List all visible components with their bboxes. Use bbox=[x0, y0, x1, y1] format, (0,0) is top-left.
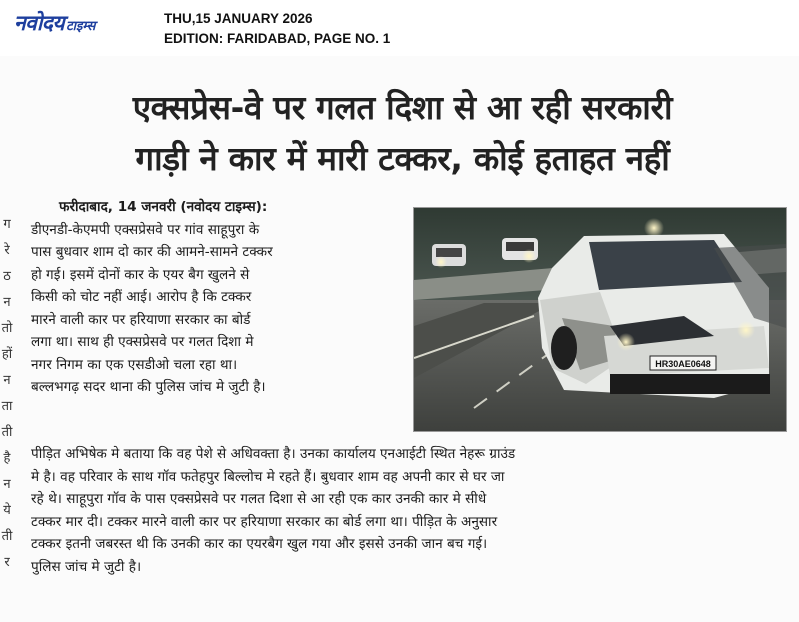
adjacent-column-fragment bbox=[0, 212, 14, 576]
margin-char: हों bbox=[1, 347, 13, 362]
headline-line-1: एक्सप्रेस-वे पर गलत दिशा से आ रही सरकारी bbox=[132, 88, 673, 127]
accident-photo bbox=[413, 207, 787, 432]
margin-char: ता bbox=[1, 399, 13, 414]
body-line: रहे थे। साहूपुरा गॉव के पास एक्सप्रेसवे पर गलत दिशा से आ रही एक कार उनकी कार मे सीधे bbox=[31, 491, 487, 507]
body-line: पुलिस जांच मे जुटी है। bbox=[31, 558, 142, 575]
article-headline bbox=[20, 82, 785, 184]
margin-char: न bbox=[3, 373, 11, 388]
body-line: पीड़ित अभिषेक मे बताया कि वह पेशे से अधिवक्ता है। उनका कार्यालय एनआईटी स्थित नेहरू ग्राउंड bbox=[31, 446, 516, 462]
body-line: टक्कर मार दी। टक्कर मारने वाली कार पर हरियाणा सरकार का बोर्ड लगा था। पीड़ित के अनुसार bbox=[31, 513, 498, 530]
body-line: टक्कर इतनी जबरस्त थी कि उनकी कार का एयरबैग खुल गया और इससे उनकी जान बच गई। bbox=[31, 536, 488, 552]
body-line: पास बुधवार शाम दो कार की आमने-सामने टक्कर bbox=[31, 244, 273, 260]
masthead-bar bbox=[0, 0, 799, 56]
article-body-full-width bbox=[31, 443, 784, 578]
margin-char: तो bbox=[1, 321, 13, 336]
headline-line-2: गाड़ी ने कार में मारी टक्कर, कोई हताहत नहीं bbox=[135, 139, 670, 178]
edition-info bbox=[164, 9, 390, 49]
license-plate-text: HR30AE0648 bbox=[655, 359, 711, 369]
body-line: मारने वाली कार पर हरियाणा सरकार का बोर्ड bbox=[31, 311, 251, 328]
margin-char: न bbox=[3, 477, 11, 492]
margin-char: ती bbox=[1, 425, 13, 440]
margin-char: है bbox=[3, 451, 11, 466]
logo-main-text: नवोदय bbox=[14, 11, 65, 35]
crashed-car-photo bbox=[414, 208, 786, 431]
margin-char: ये bbox=[3, 503, 11, 518]
margin-char: ग bbox=[3, 217, 11, 232]
body-line: किसी को चोट नहीं आई। आरोप है कि टक्कर bbox=[31, 289, 252, 305]
body-line: लगा था। साथ ही एक्सप्रेसवे पर गलत दिशा मे bbox=[31, 334, 254, 350]
margin-char: ती bbox=[1, 529, 13, 544]
dateline: फरीदाबाद, 14 जनवरी (नवोदय टाइम्स): bbox=[59, 199, 268, 215]
margin-char: न bbox=[3, 295, 11, 310]
issue-date: THU,15 JANUARY 2026 bbox=[164, 11, 313, 26]
newspaper-logo bbox=[14, 9, 95, 35]
body-line: नगर निगम का एक एसडीओ चला रहा था। bbox=[31, 356, 238, 373]
article-body-left-column bbox=[31, 196, 399, 399]
edition-label: EDITION: FARIDABAD, PAGE NO. 1 bbox=[164, 31, 391, 46]
body-line: हो गई। इसमें दोनों कार के एयर बैग खुलने से bbox=[31, 266, 250, 283]
margin-char: र bbox=[4, 555, 10, 570]
body-line: बल्लभगढ़ सदर थाना की पुलिस जांच मे जुटी है। bbox=[31, 379, 266, 395]
margin-char: रे bbox=[4, 243, 10, 258]
body-line: मे है। वह परिवार के साथ गॉव फतेहपुर बिल्लोच मे रहते हैं। बुधवार शाम वह अपनी कार से घर जा bbox=[31, 468, 505, 485]
logo-sub-text: टाइम्स bbox=[66, 19, 96, 34]
margin-char: ठ bbox=[3, 269, 11, 284]
body-line: डीएनडी-केएमपी एक्सप्रेसवे पर गांव साहूपुरा के bbox=[31, 221, 260, 238]
